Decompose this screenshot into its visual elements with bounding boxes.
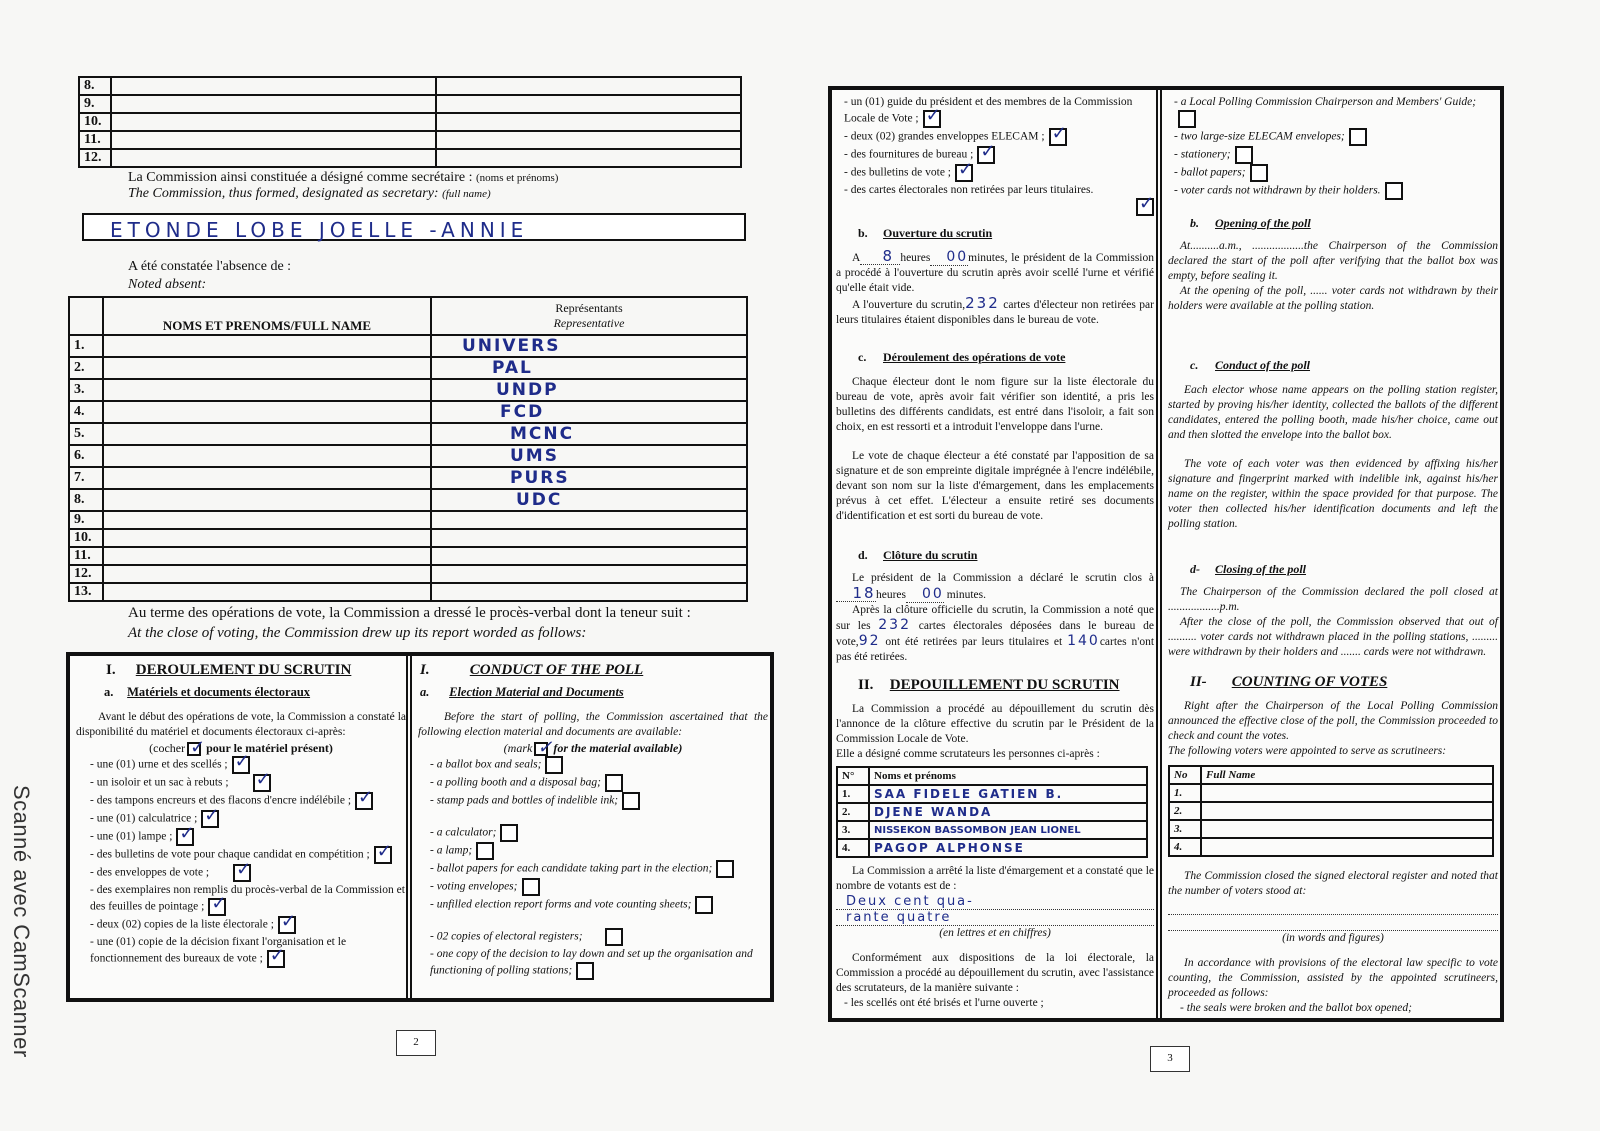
list-item: - 02 copies of electoral registers;	[430, 928, 768, 946]
checkbox[interactable]	[176, 828, 194, 846]
table-row: 3. NISSEKON BASSOMBON JEAN LIONEL	[837, 821, 1147, 839]
closing-text-fr: Le président de la Commission a déclaré le scrutin clos à 18heures 00 minutes.	[836, 571, 1154, 603]
scrutineer-name-cell[interactable]	[1201, 802, 1493, 820]
table-row: 9.	[69, 511, 747, 529]
table-row: 2. PAL	[69, 357, 747, 379]
table-row: 13.	[69, 583, 747, 601]
list-item: - des fournitures de bureau ;✓	[844, 146, 1154, 164]
absent-name-cell[interactable]	[103, 467, 431, 489]
absent-name-cell[interactable]	[103, 401, 431, 423]
list-item: - un (01) guide du président et des membres de la Commission Locale de Vote ;✓	[844, 94, 1154, 128]
voters-count-line-1[interactable]	[1168, 899, 1498, 915]
list-item: - des tampons encreurs et des flacons d'encre indélébile ;✓	[90, 792, 406, 810]
table-header: No Full Name	[1169, 766, 1493, 784]
table-row: 4. FCD	[69, 401, 747, 423]
table-row: 1. UNIVERS	[69, 335, 747, 357]
absent-rep-cell[interactable]: PAL	[431, 357, 747, 379]
scrutineer-name-cell[interactable]: DJENE WANDA	[869, 803, 1147, 821]
checkbox[interactable]	[1349, 128, 1367, 146]
checkbox[interactable]	[605, 928, 623, 946]
scrutineer-name-cell[interactable]	[1201, 820, 1493, 838]
list-item: - voting envelopes;	[430, 878, 768, 896]
absent-name-cell[interactable]	[103, 445, 431, 467]
list-item: - une (01) copie de la décision fixant l'organisation et le fonctionnement des bureaux de vote ;✓	[90, 934, 406, 968]
absent-rep-cell[interactable]	[431, 547, 747, 565]
list-item: - une (01) calculatrice ;✓	[90, 810, 406, 828]
checkbox[interactable]	[374, 846, 392, 864]
checkbox[interactable]	[1178, 110, 1196, 128]
list-item: - unfilled election report forms and vote counting sheets;	[430, 896, 768, 914]
report-intro: Au terme des opérations de vote, la Commission a dressé le procès-verbal dont la teneur suit : At the close of voting, the Commission drew up its report worded as follows:	[128, 605, 691, 641]
checkbox[interactable]	[1235, 146, 1253, 164]
page-number: 3	[1150, 1046, 1190, 1072]
table-row: 1. SAA FIDELE GATIEN B.	[837, 785, 1147, 803]
checkbox[interactable]	[355, 792, 373, 810]
absent-table	[68, 296, 748, 602]
list-item: - des bulletins de vote ;✓	[844, 164, 1154, 182]
checkbox[interactable]	[253, 774, 271, 792]
table-row: 5. MCNC	[69, 423, 747, 445]
absent-rep-cell[interactable]	[431, 511, 747, 529]
table-row: 1.	[1169, 784, 1493, 802]
closing-minutes-field[interactable]: 00	[906, 587, 944, 603]
absent-name-cell[interactable]	[103, 423, 431, 445]
secretary-label: La Commission ainsi constituée a désigné comme secrétaire : (noms et prénoms) The Commission, thus formed, designated as secretary: (full name)	[128, 170, 559, 201]
voters-count-line-2[interactable]	[1168, 915, 1498, 931]
column-divider	[1156, 90, 1162, 1018]
section-1-frame	[66, 652, 774, 1002]
opening-cards-fr: A l'ouverture du scrutin,232 cartes d'électeur non retirées par leurs titulaires étaient disponibles dans le bureau de vote.	[836, 294, 1154, 326]
checkbox[interactable]	[923, 110, 941, 128]
table-row: 4.	[1169, 838, 1493, 856]
checkbox-example-icon	[534, 742, 548, 756]
camscanner-watermark: Scanné avec CamScanner	[9, 785, 34, 1058]
scrutineer-name-cell[interactable]: PAGOP ALPHONSE	[869, 839, 1147, 857]
scrutineers-table-en	[1168, 765, 1494, 857]
list-item: - des cartes électorales non retirées par leurs titulaires. ✓	[844, 182, 1154, 216]
list-item: - une (01) lampe ;✓	[90, 828, 406, 846]
table-header: NOMS ET PRENOMS/FULL NAME Représentants Representative	[69, 297, 747, 335]
members-table-tail	[78, 76, 742, 168]
absent-name-cell[interactable]	[103, 357, 431, 379]
absent-name-cell[interactable]	[103, 583, 431, 601]
checkbox[interactable]	[278, 916, 296, 934]
checkbox[interactable]	[622, 792, 640, 810]
list-item: - stamp pads and bottles of indelible ink;	[430, 792, 768, 810]
checkbox[interactable]	[232, 756, 250, 774]
table-row: 10.	[79, 113, 741, 131]
absent-name-cell[interactable]	[103, 379, 431, 401]
list-item: - a polling booth and a disposal bag;	[430, 774, 768, 792]
table-row: 2.	[1169, 802, 1493, 820]
right-fr-column: - un (01) guide du président et des membres de la Commission Locale de Vote ;✓ - deux (02) grandes enveloppes ELECAM ;✓ - des fournitures de bureau ;✓ - des bulletins de vote ;✓ - des cartes électorales non retirées par leurs titulaires. ✓ b. Ouverture du scrutin A 8 heures 00minutes, le président de la Commission a procédé à l'ouverture du scrutin après avoir scellé l'urne et vérifié qu'elle était vide. A l'ouverture du scrutin,232 cartes d'électeur non retirées par leurs titulaires étaient disponibles dans le bureau de vote. c. Déroulement des opérations de vote Chaque électeur dont le nom figure sur la liste électorale du bureau de vote, après avoir fait vérifier son identité, a pris les bulletins des différents candidats, est entré dans l'isoloir, a fait son choix, en est ressorti et a introduit l'enveloppe dans l'urne. Le vote de chaque électeur a été constaté par l'apposition de sa signature et de son empreinte digitale imprégnée à l'encre indélébile, devant son nom sur la liste d'émargement, dans les emplacements prévus à cet effet. L'électeur a ensuite retiré ses documents d'identification et est sorti du bureau de vote. d. Clôture du scrutin Le président de la Commission a déclaré le scrutin clos à 18heures 00 minutes. Après la clôture officielle du scrutin, la Commission a noté que sur les 232 cartes électorales déposées dans le bureau de vote,92 ont été retirées par leurs titulaires et 140cartes n'ont pas été retirées. II. DEPOUILLEMENT DU SCRUTIN La Commission a procédé au dépouillement du scrutin dès l'annonce de la clôture effective du scrutin par le Président de la Commission Locale de Vote. Elle a désigné comme scrutateurs les personnes ci-après : N° Noms et prénoms 1. SAA FIDELE GATIEN B. 2. DJENE WANDA 3. NISSEKON BASSOMBON JEAN LIONEL 4. PAGOP ALPHONSE La Commission a arrêté la liste d'émargement et a constaté que le nombre de votants est de : Deux cent qua- rante quatre (en lettres et en chiffres) Conformément aux dispositions de la loi électorale, la Commission a procédé au dépouillement du scrutin, avec l'assistance des scrutateurs, de la manière suivante : - les scellés ont été brisés et l'urne ouverte ;	[836, 90, 1154, 1018]
list-item: - stationery;	[1174, 146, 1498, 164]
not-withdrawn-cards-field[interactable]: 140	[1067, 633, 1100, 649]
secretary-name-field[interactable]: ETONDE LOBE JOELLE -ANNIE	[82, 213, 746, 241]
table-row: 8. UDC	[69, 489, 747, 511]
checkbox[interactable]	[1385, 182, 1403, 200]
absent-name-cell[interactable]	[103, 529, 431, 547]
absent-name-cell[interactable]	[103, 565, 431, 583]
absent-label: A été constatée l'absence de : Noted absent:	[128, 259, 292, 292]
checkbox[interactable]	[955, 164, 973, 182]
absent-rep-cell[interactable]	[431, 583, 747, 601]
closing-hour-field[interactable]: 18	[836, 586, 876, 602]
scrutineers-table-fr	[836, 766, 1148, 858]
absent-name-cell[interactable]	[103, 335, 431, 357]
checkbox[interactable]	[545, 756, 563, 774]
checkbox[interactable]	[695, 896, 713, 914]
section-1-fr: I. DEROULEMENT DU SCRUTIN a. Matériels et documents électoraux Avant le début des opérations de vote, la Commission a constaté la disponibilité du matériel et documents électoraux ci-après: (cocher ✓ pour le matériel présent) - une (01) urne et des scellés ;✓ - un isoloir et un sac à rebuts ;✓ - des tampons encreurs et des flacons d'encre indélébile ;✓ - une (01) calculatrice ;✓ - une (01) lampe ;✓ - des bulletins de vote pour chaque candidat en compétition ;✓ - des enveloppes de vote ;✓ - des exemplaires non remplis du procès-verbal de la Commission et des feuilles de pointage ;✓ - deux (02) copies de la liste électorale ;✓ - une (01) copie de la décision fixant l'organisation et le fonctionnement des bureaux de vote ;✓	[76, 656, 406, 998]
absent-rep-cell[interactable]: UNDP	[431, 379, 747, 401]
checkbox[interactable]	[1049, 128, 1067, 146]
absent-rep-cell[interactable]: MCNC	[431, 423, 747, 445]
absent-name-cell[interactable]	[103, 511, 431, 529]
table-row: 11.	[79, 131, 741, 149]
opening-text-fr: A 8 heures 00minutes, le président de la Commission a procédé à l'ouverture du scrutin après avoir scellé l'urne et vérifié qu'elle était vide.	[836, 247, 1154, 294]
table-row: 9.	[79, 95, 741, 113]
checkbox[interactable]	[716, 860, 734, 878]
voters-count-line-2[interactable]: rante quatre	[836, 910, 1154, 926]
table-row: 12.	[69, 565, 747, 583]
list-item: - a ballot box and seals;	[430, 756, 768, 774]
table-row: 4. PAGOP ALPHONSE	[837, 839, 1147, 857]
checkbox-example-icon	[187, 742, 201, 756]
scrutineer-name-cell[interactable]: SAA FIDELE GATIEN B.	[869, 785, 1147, 803]
list-item: - ballot papers for each candidate taking part in the election;	[430, 860, 768, 878]
checkbox[interactable]	[201, 810, 219, 828]
absent-rep-cell[interactable]: UNIVERS	[431, 335, 747, 357]
list-item: - two large-size ELECAM envelopes;	[1174, 128, 1498, 146]
withdrawn-cards-field[interactable]: 92	[858, 633, 881, 649]
checkbox[interactable]	[233, 864, 251, 882]
scrutineer-name-cell[interactable]	[1201, 838, 1493, 856]
checkbox[interactable]	[522, 878, 540, 896]
table-row: 3.	[1169, 820, 1493, 838]
closing-cards-fr: Après la clôture officielle du scrutin, la Commission a noté que sur les 232 cartes électorales déposées dans le bureau de vote,92 ont été retirées par leurs titulaires et 140cartes n'ont pas été retirées.	[836, 604, 1155, 663]
checkbox[interactable]	[977, 146, 995, 164]
absent-rep-cell[interactable]	[431, 565, 747, 583]
absent-rep-cell[interactable]: FCD	[431, 401, 747, 423]
opening-cards-field[interactable]: 232	[965, 294, 1000, 312]
total-cards-field[interactable]: 232	[878, 617, 911, 633]
table-row: 6. UMS	[69, 445, 747, 467]
page-number: 2	[396, 1030, 436, 1056]
mark-instruction: (cocher ✓ pour le matériel présent)	[76, 740, 406, 756]
scrutineer-name-cell[interactable]	[1201, 784, 1493, 802]
list-item: - un isoloir et un sac à rebuts ;✓	[90, 774, 406, 792]
column-divider	[406, 656, 412, 998]
checkbox[interactable]	[500, 824, 518, 842]
left-page	[60, 60, 800, 1080]
list-item: - deux (02) copies de la liste électorale ;✓	[90, 916, 406, 934]
list-item: - a Local Polling Commission Chairperson and Members' Guide;	[1174, 94, 1498, 128]
checkbox[interactable]	[1136, 198, 1154, 216]
list-item: - des exemplaires non remplis du procès-verbal de la Commission et des feuilles de pointage ;✓	[90, 882, 406, 916]
list-item: - deux (02) grandes enveloppes ELECAM ;✓	[844, 128, 1154, 146]
checkbox[interactable]	[605, 774, 623, 792]
list-item: - a calculator;	[430, 824, 768, 842]
table-header: N° Noms et prénoms	[837, 767, 1147, 785]
checkbox[interactable]	[208, 898, 226, 916]
checkbox[interactable]	[576, 962, 594, 980]
opening-minutes-field[interactable]: 00	[930, 250, 968, 266]
checkbox[interactable]	[267, 950, 285, 968]
right-frame	[828, 86, 1504, 1022]
voters-count-line-1[interactable]: Deux cent qua-	[836, 894, 1154, 910]
table-row: 7. PURS	[69, 467, 747, 489]
absent-rep-cell[interactable]: UMS	[431, 445, 747, 467]
checkbox[interactable]	[1250, 164, 1268, 182]
absent-rep-cell[interactable]	[431, 529, 747, 547]
table-row: 8.	[79, 77, 741, 95]
table-row: 3. UNDP	[69, 379, 747, 401]
materials-list-en	[418, 756, 768, 980]
scrutineer-name-cell[interactable]: NISSEKON BASSOMBON JEAN LIONEL	[869, 821, 1147, 839]
list-item: - voter cards not withdrawn by their holders.	[1174, 182, 1498, 200]
materials-list-fr-cont	[836, 94, 1154, 216]
list-item: - one copy of the decision to lay down and set up the organisation and functioning of polling stations;	[430, 946, 768, 980]
absent-rep-cell[interactable]: UDC	[431, 489, 747, 511]
absent-name-cell[interactable]	[103, 489, 431, 511]
list-item: - des enveloppes de vote ;✓	[90, 864, 406, 882]
materials-list-en-cont	[1168, 94, 1498, 200]
list-item: - une (01) urne et des scellés ;✓	[90, 756, 406, 774]
right-en-column: - a Local Polling Commission Chairperson and Members' Guide; - two large-size ELECAM envelopes; - stationery; - ballot papers; - voter cards not withdrawn by their holders. b. Opening of the poll At..........a.m., ..................the Chairperson of the Commission declared the start of the poll after verifying that the ballot box was empty, before sealing it. At the opening of the poll, ...... voter cards not withdrawn by their holders were available at the polling station. c. Conduct of the poll Each elector whose name appears on the polling station register, started by proving his/her identity, collected the ballots of the different candidates, entered the polling booth, made his/her choice, came out and then slotted the envelope into the ballot box. The vote of each voter was then evidenced by affixing his/her signature and fingerprint marked with indelible ink, against his/her name on the register, within the space provided for that purpose. The voter then collected his/her identification documents and left the polling station. d- Closing of the poll The Chairperson of the Commission declared the poll closed at ..................p.m. After the close of the poll, the Commission observed that out of .......... voter cards not withdrawn placed in the polling stations, ......... were withdrawn by their holders and ....... cards were not withdrawn. II- COUNTING OF VOTES Right after the Chairperson of the Local Polling Commission announced the effective close of the poll, the Commission proceeded to check and count the votes. The following voters were appointed to serve as scrutineers: No Full Name 1. 2. 3. 4. The Commission closed the signed electoral register and noted that the number of voters stood at: (in words and figures) In accordance with provisions of the electoral law specific to vote counting, the Commission, assisted by the appointed scrutineers, proceeded as follows: - the seals were broken and the ballot box opened;	[1168, 96, 1498, 1014]
table-row: 12.	[79, 149, 741, 167]
mark-instruction: (mark ✓ for the material available)	[418, 740, 768, 756]
absent-rep-cell[interactable]: PURS	[431, 467, 747, 489]
right-page	[820, 80, 1520, 1080]
table-row: 11.	[69, 547, 747, 565]
list-item: - a lamp;	[430, 842, 768, 860]
checkbox[interactable]	[476, 842, 494, 860]
materials-list-fr	[76, 756, 406, 968]
list-item: - ballot papers;	[1174, 164, 1498, 182]
absent-name-cell[interactable]	[103, 547, 431, 565]
list-item: - des bulletins de vote pour chaque candidat en compétition ;✓	[90, 846, 406, 864]
table-row: 10.	[69, 529, 747, 547]
table-row: 2. DJENE WANDA	[837, 803, 1147, 821]
section-1-en: I. CONDUCT OF THE POLL a. Election Material and Documents Before the start of polling, the Commission ascertained that the following election material and documents are available: (mark ✓ for the material available) - a ballot box and seals; - a polling booth and a disposal bag; - stamp pads and bottles of indelible ink; - a calculator; - a lamp; - ballot papers for each candidate taking part in the election; - voting envelopes; - unfilled election report forms and vote counting sheets; - 02 copies of electoral registers; - one copy of the decision to lay down and set up the organisation and functioning of polling stations;	[418, 656, 768, 998]
opening-hour-field[interactable]: 8	[860, 249, 900, 265]
